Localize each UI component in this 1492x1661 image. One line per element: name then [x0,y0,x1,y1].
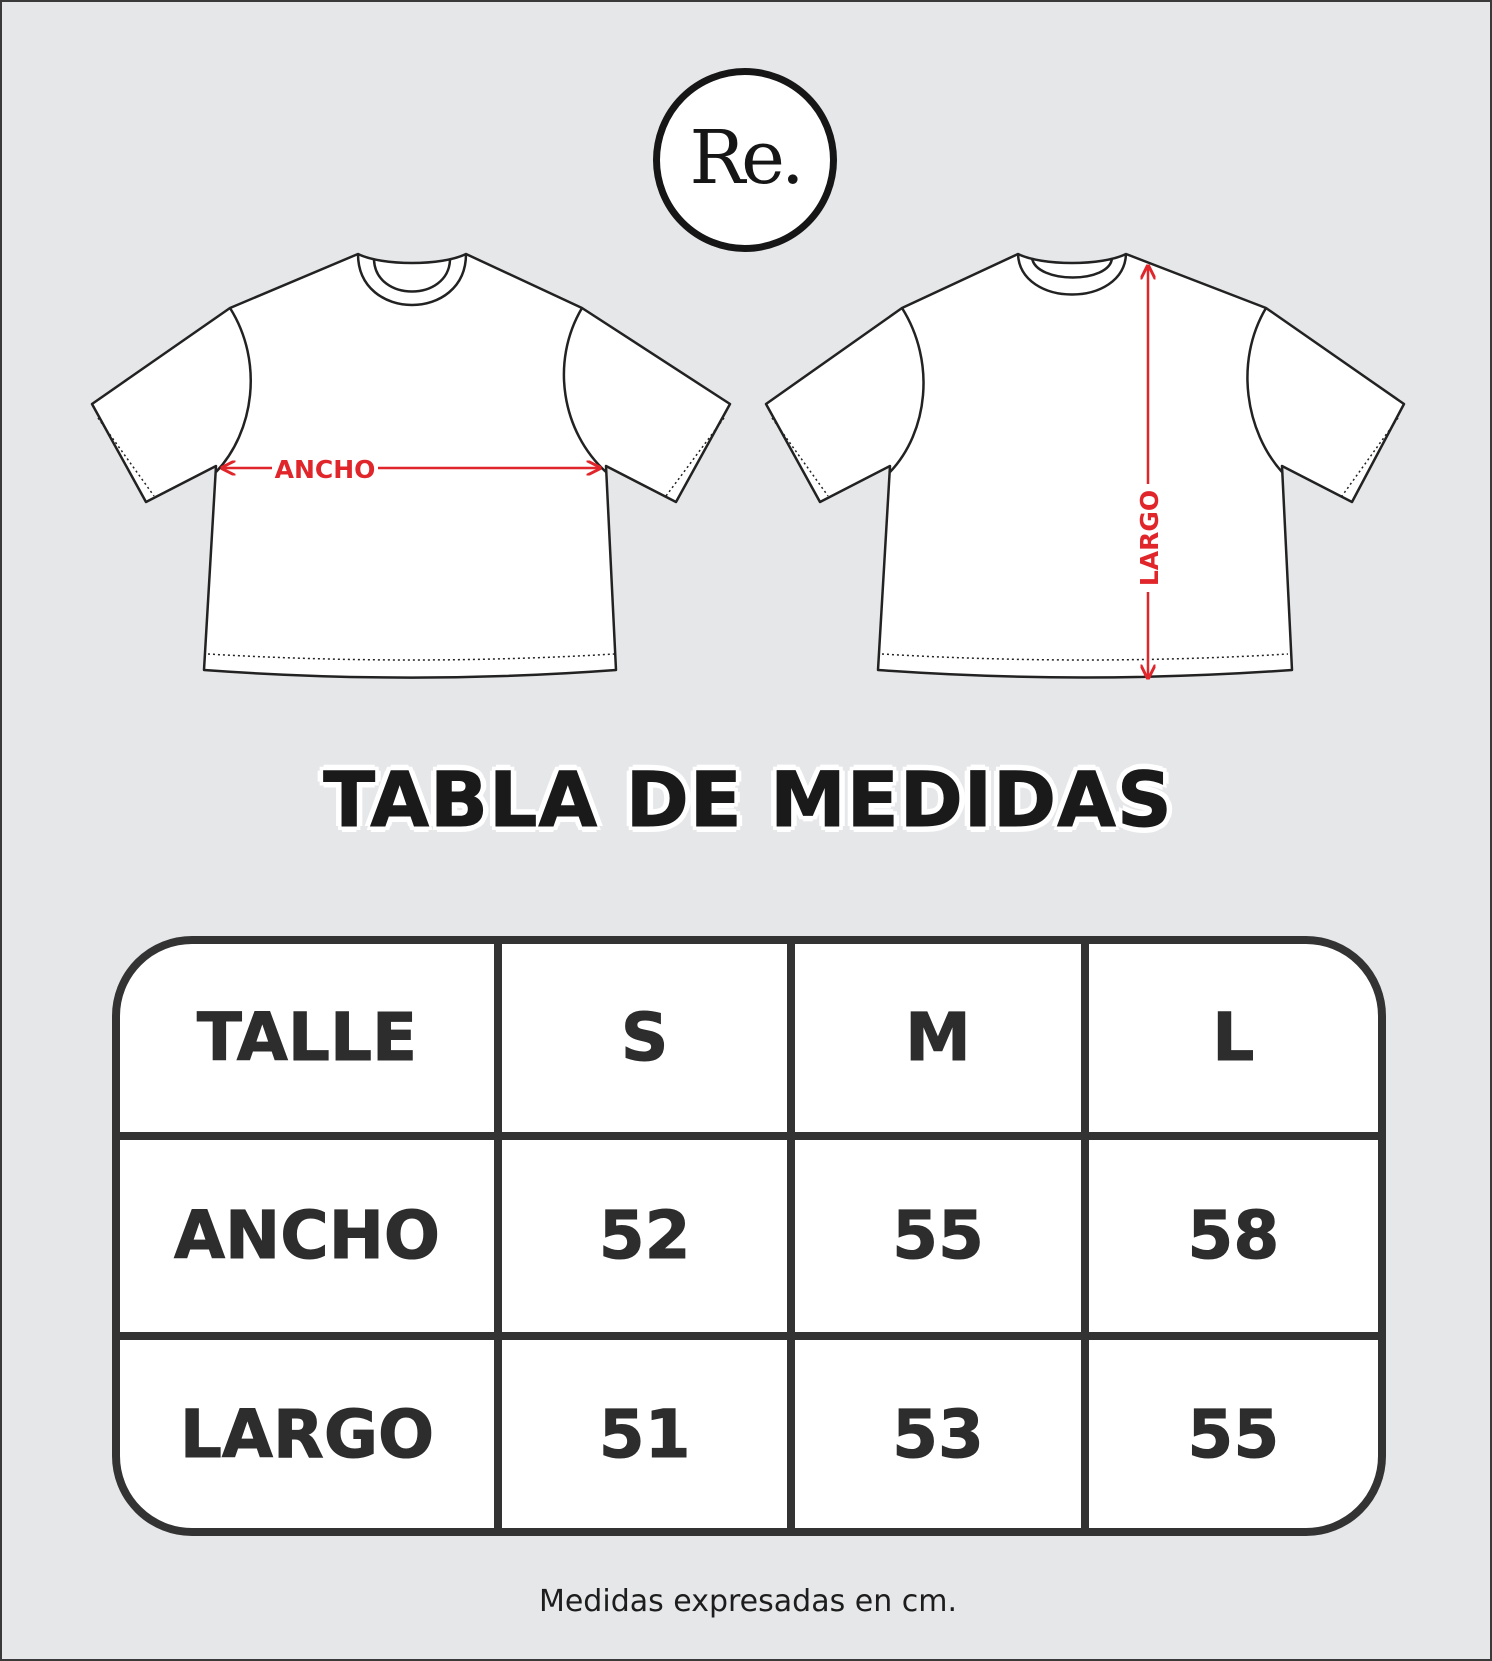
tshirt-diagrams [2,2,1492,722]
size-table [112,936,1386,1536]
width-label: ANCHO [274,455,376,484]
table-header-cell: L [1085,944,1378,1136]
table-header-row [120,944,1378,1136]
page-title: TABLA DE MEDIDAS [323,755,1173,844]
length-label: LARGO [1135,489,1164,587]
table-cell: 53 [791,1336,1084,1528]
tshirt-back-icon [766,254,1404,678]
table-row [120,1136,1378,1337]
tshirt-front-icon [92,254,730,678]
table-cell: 55 [791,1136,1084,1337]
brand-logo-text: Re. [689,115,801,201]
table-row-label: ANCHO [120,1136,498,1337]
table-row-label: LARGO [120,1336,498,1528]
table-row [120,1336,1378,1528]
table-cell: 55 [1085,1336,1378,1528]
units-note: Medidas expresadas en cm. [538,1584,958,1619]
table-cell: 58 [1085,1136,1378,1337]
table-header-cell: S [498,944,791,1136]
table-header-cell: M [791,944,1084,1136]
table-cell: 52 [498,1136,791,1337]
table-cell: 51 [498,1336,791,1528]
table-header-cell: TALLE [120,944,498,1136]
